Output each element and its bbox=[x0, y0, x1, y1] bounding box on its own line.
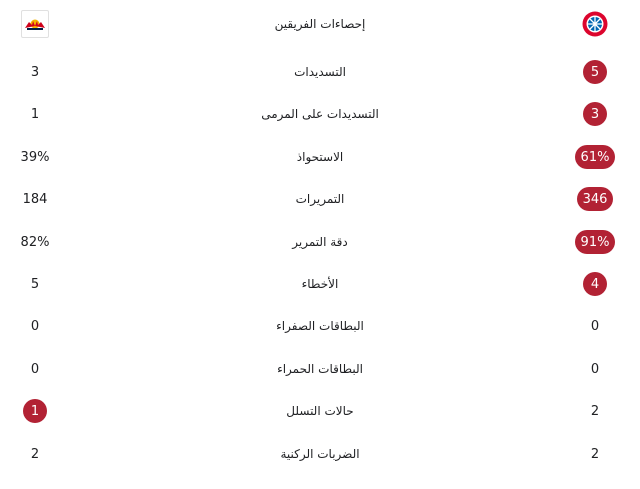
stat-label: حالات التسلل bbox=[286, 404, 354, 418]
away-value-highlight: 91% bbox=[575, 230, 616, 254]
away-value-highlight: 3 bbox=[583, 102, 607, 126]
home-value: 5 bbox=[30, 276, 40, 292]
home-value: 39% bbox=[20, 149, 50, 165]
away-value: 2 bbox=[590, 403, 600, 419]
stat-row-corners bbox=[0, 433, 640, 475]
stats-title: إحصاءات الفريقين bbox=[274, 17, 366, 31]
stat-label: التسديدات bbox=[294, 65, 346, 79]
stat-row-offsides bbox=[0, 390, 640, 432]
home-value: 3 bbox=[30, 64, 40, 80]
home-value: 184 bbox=[22, 191, 48, 207]
rb-leipzig-logo-icon bbox=[21, 10, 49, 38]
away-value: 0 bbox=[590, 361, 600, 377]
stat-label: دقة التمرير bbox=[292, 235, 348, 249]
stat-row-fouls bbox=[0, 263, 640, 305]
stat-label: الاستحواذ bbox=[296, 150, 344, 164]
away-value-highlight: 4 bbox=[583, 272, 607, 296]
away-value-highlight: 5 bbox=[583, 60, 607, 84]
bayern-munich-logo-icon bbox=[582, 11, 608, 37]
away-value-highlight: 346 bbox=[577, 187, 614, 211]
home-value: 0 bbox=[30, 361, 40, 377]
home-team-logo-cell bbox=[0, 3, 70, 45]
stat-row-yellow-cards bbox=[0, 305, 640, 347]
stat-label: البطاقات الصفراء bbox=[276, 319, 364, 333]
stat-label: الأخطاء bbox=[301, 277, 339, 291]
home-value-highlight: 1 bbox=[23, 399, 47, 423]
home-value: 82% bbox=[20, 234, 50, 250]
stat-row-shots-on-target bbox=[0, 93, 640, 135]
stat-row-shots bbox=[0, 51, 640, 93]
stat-row-possession bbox=[0, 136, 640, 178]
stat-row-passes bbox=[0, 178, 640, 220]
stat-label: التسديدات على المرمى bbox=[261, 107, 379, 121]
stat-row-red-cards bbox=[0, 348, 640, 390]
away-team-logo-cell bbox=[560, 3, 630, 45]
away-value-highlight: 61% bbox=[575, 145, 616, 169]
away-value: 0 bbox=[590, 318, 600, 334]
stats-header-row bbox=[0, 3, 640, 45]
stat-label: الضربات الركنية bbox=[280, 447, 360, 461]
home-value: 1 bbox=[30, 106, 40, 122]
home-value: 2 bbox=[30, 446, 40, 462]
home-value: 0 bbox=[30, 318, 40, 334]
stat-label: التمريرات bbox=[295, 192, 345, 206]
stat-row-pass-accuracy bbox=[0, 221, 640, 263]
away-value: 2 bbox=[590, 446, 600, 462]
stat-label: البطاقات الحمراء bbox=[277, 362, 363, 376]
